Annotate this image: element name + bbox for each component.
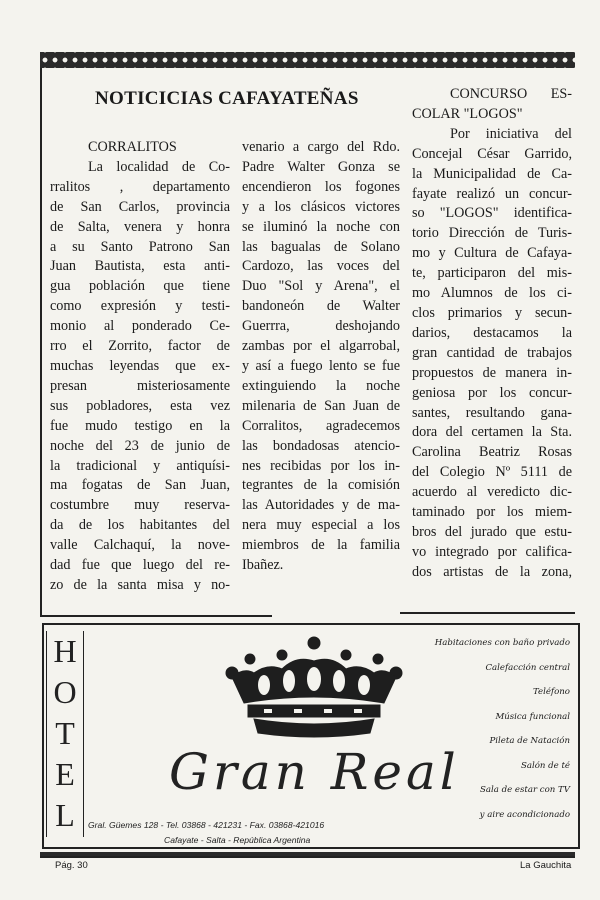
text-line: Duo "Sol y Arena", el: [242, 278, 400, 295]
text-line: zo de la santa misa y no-: [50, 576, 230, 593]
text-line: la tradicional y antiquísi-: [50, 457, 230, 474]
hotel-advertisement: [42, 623, 580, 849]
text-line: clos primarios y secun-: [412, 304, 572, 321]
page-number: Pág. 30: [55, 860, 88, 871]
text-line: ma fogatas de San Juan,: [50, 477, 230, 494]
text-line: muchas leyendas que ex-: [50, 357, 230, 374]
text-line: la Municipalidad de Ca-: [412, 165, 572, 182]
text-line: Carolina Beatriz Rosas: [412, 444, 572, 461]
text-line: da de los habitantes del: [50, 517, 230, 534]
column-3: [412, 85, 572, 583]
text-line: dora del certamen la Sta.: [412, 424, 572, 441]
section-heading: NOTICICIAS CAFAYATEÑAS: [95, 88, 359, 109]
text-line: darios, destacamos la: [412, 324, 572, 341]
text-line: a su Santo Patrono San: [50, 238, 230, 255]
hotel-letter: O: [53, 674, 77, 710]
subheading-concurso: CONCURSO ES-: [450, 86, 572, 102]
text-line: nes recibidas por los in-: [242, 457, 400, 474]
text-line: mo y Cultura de Cafaya-: [412, 245, 572, 262]
text-line: so "LOGOS" identifica-: [412, 205, 572, 222]
text-line: miembros de la familia: [242, 537, 400, 554]
text-line: y así a fuego lento se fue: [242, 357, 400, 374]
hotel-letter: H: [53, 633, 77, 669]
column-2: [242, 138, 400, 576]
text-line: de Salta, venera y honra: [50, 218, 230, 235]
text-line: bros del jurado que estu-: [412, 523, 572, 540]
text-line: Cardozo, las voces del: [242, 258, 400, 275]
text-line: noche del 23 de junio de: [50, 437, 230, 454]
crown-icon: [224, 633, 404, 743]
text-line: Ibañez.: [242, 557, 284, 574]
amenity-item: Calefacción central: [485, 662, 570, 673]
amenity-item: Sala de estar con TV: [479, 785, 570, 795]
text-line: propuestos de manera in-: [412, 364, 572, 381]
amenity-item: Salón de té: [520, 760, 570, 771]
amenity-item: Música funcional: [495, 711, 570, 722]
text-line: dad fue que luego del re-: [50, 557, 230, 574]
text-line: dos artistas de la zona,: [412, 563, 572, 580]
text-line: extinguiendo la noche: [242, 377, 400, 394]
text-line: taminado por los miem-: [412, 504, 572, 521]
text-line: las Autoridades y de ma-: [242, 497, 400, 514]
amenity-item: Habitaciones con baño privado: [434, 638, 570, 648]
text-line: y a los clásicos victores: [242, 198, 400, 215]
amenity-item: Pileta de Natación: [489, 736, 570, 746]
text-line: sus pobladores, esta vez: [50, 397, 230, 414]
text-line: nera muy especial a los: [242, 517, 400, 534]
left-rule: [40, 68, 42, 616]
text-line: te, participaron del mis-: [412, 265, 572, 282]
hotel-brand-name: Gran Real: [169, 743, 460, 801]
text-line: torio Dirección de Turis-: [412, 225, 572, 242]
hotel-address: Gral. Güemes 128 - Tel. 03868 - 421231 - Fax. 03868-421016: [88, 820, 325, 830]
text-line: acuerdo al veredicto dic-: [412, 484, 572, 501]
text-line: gua población que tiene: [50, 278, 230, 295]
amenities-list: [430, 631, 570, 827]
text-line: geniosa por los concur-: [412, 384, 572, 401]
footer-strip: [40, 856, 575, 880]
text-line: tegrantes de la comisión: [242, 477, 400, 494]
text-line: Por iniciativa del: [450, 125, 572, 142]
hotel-letter: T: [55, 715, 75, 751]
text-line: rro el Zorrito, factor de: [50, 338, 230, 355]
hotel-location: Cafayate - Salta - República Argentina: [164, 835, 311, 845]
text-line: gran cantidad de trabajos: [412, 344, 572, 361]
text-line: bandoneón de Walter: [242, 298, 400, 315]
text-line: Guerrra, deshojando: [242, 318, 400, 335]
amenity-item: y aire acondicionado: [479, 809, 570, 820]
text-line: costumbre muy reserva-: [50, 497, 230, 514]
text-line: fayate realizó un concur-: [412, 185, 572, 202]
text-line: presan misteriosamente: [50, 377, 230, 394]
article-bottom-rule-right: [400, 612, 575, 614]
text-line: valle Calchaquí, la nove-: [50, 537, 230, 554]
text-line: La localidad de Co-: [88, 158, 230, 175]
text-line: las bagualas de Solano: [242, 238, 400, 255]
hotel-letter: E: [55, 756, 75, 792]
text-line: de San Carlos, provincia: [50, 198, 230, 215]
hotel-letter: L: [55, 797, 75, 833]
text-line: Corralitos, agradecemos: [242, 417, 400, 434]
subheading-concurso-2: COLAR "LOGOS": [412, 105, 523, 122]
text-line: como expresión y testi-: [50, 298, 230, 315]
text-line: rralitos , departamento: [50, 178, 230, 195]
top-dotted-border: [40, 52, 575, 68]
publication-name: La Gauchita: [520, 860, 572, 871]
text-line: vo integrado por califica-: [412, 543, 572, 560]
text-line: Padre Walter Gonza se: [242, 158, 400, 175]
text-line: Concejal César Garrido,: [412, 145, 572, 162]
column-1: [50, 138, 230, 596]
text-line: Juan Bautista, esta anti-: [50, 258, 230, 275]
text-line: fue mudo testigo en la: [50, 417, 230, 434]
text-line: del Colegio Nº 5111 de: [412, 464, 572, 481]
text-line: santes, resultando gana-: [412, 404, 572, 421]
article-bottom-rule-left: [40, 615, 272, 617]
text-line: mo Alumnos de los ci-: [412, 285, 572, 302]
text-line: milenaria de San Juan de: [242, 397, 400, 414]
text-line: se iluminó la noche con: [242, 218, 400, 235]
text-line: monio al ponderado Ce-: [50, 318, 230, 335]
subheading-corralitos: CORRALITOS: [88, 139, 177, 155]
amenity-item: Teléfono: [532, 687, 570, 697]
text-line: encendieron los fogones: [242, 178, 400, 195]
text-line: las bondadosas atencio-: [242, 437, 400, 454]
hotel-vertical-word: [46, 631, 84, 837]
text-line: zambas por el algarrobal,: [242, 338, 400, 355]
text-line: venario a cargo del Rdo.: [242, 139, 400, 155]
